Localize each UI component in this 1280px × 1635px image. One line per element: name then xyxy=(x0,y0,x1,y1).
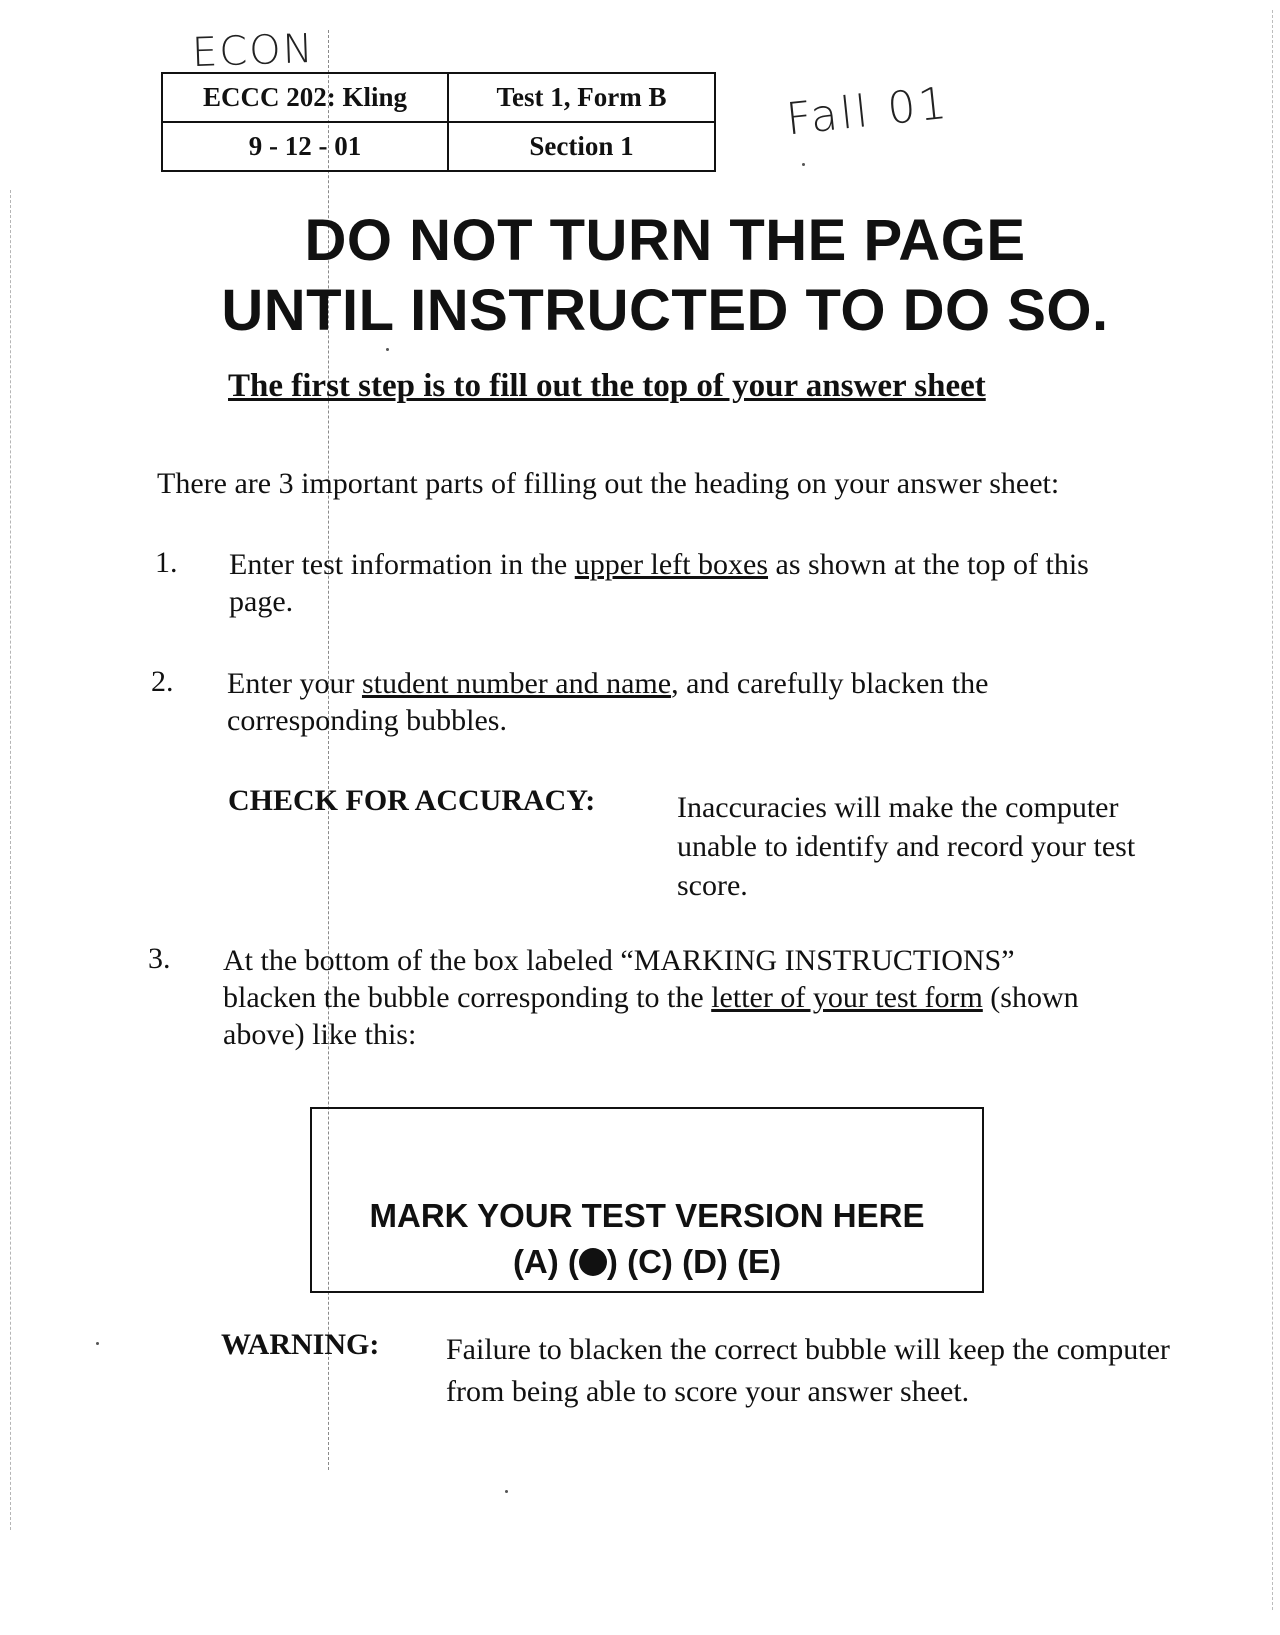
table-row xyxy=(162,122,715,171)
item-text xyxy=(227,665,1087,739)
version-options xyxy=(312,1243,982,1281)
item-text-part: as shown at the top of this page. xyxy=(229,548,1089,618)
item-text-part: At the bottom of the box labeled “MARKING INSTRUCTIONS” blacken the bubble corresponding to the xyxy=(223,944,1015,1014)
date-cell: 9 - 12 - 01 xyxy=(162,122,448,171)
intro-text: There are 3 important parts of filling out the heading on your answer sheet: xyxy=(157,467,1060,500)
scan-speck xyxy=(96,1342,99,1345)
title-line-1: DO NOT TURN THE PAGE xyxy=(304,208,1026,273)
option-b-open: ( xyxy=(567,1243,579,1280)
scan-speck xyxy=(802,163,805,166)
test-info-table xyxy=(161,72,716,172)
option-b xyxy=(568,1243,618,1280)
item-number: 1. xyxy=(155,546,178,579)
item-number: 3. xyxy=(148,942,171,975)
course-cell: ECCC 202: Kling xyxy=(162,73,448,122)
item-number: 2. xyxy=(151,665,174,698)
item-text-part: Enter test information in the xyxy=(229,548,575,581)
option-d: (D) xyxy=(682,1243,728,1280)
page-title xyxy=(0,206,1280,346)
warning-label: WARNING: xyxy=(221,1328,380,1361)
scan-edge-left xyxy=(10,190,11,1530)
filled-bubble-icon xyxy=(579,1248,607,1276)
item-underlined: letter of your test form xyxy=(711,981,983,1014)
test-form-cell: Test 1, Form B xyxy=(448,73,715,122)
table-row xyxy=(162,73,715,122)
mark-version-box xyxy=(310,1107,984,1293)
scan-speck xyxy=(386,348,389,351)
item-text-part: (shown above) like this: xyxy=(223,981,1079,1051)
option-a: (A) xyxy=(512,1243,559,1280)
check-label: CHECK FOR ACCURACY: xyxy=(228,784,596,817)
option-c: (C) xyxy=(627,1243,673,1280)
warning-text: Failure to blacken the correct bubble will keep the computer from being able to score your answer sheet. xyxy=(446,1333,1170,1408)
option-e: (E) xyxy=(737,1243,782,1280)
option-b-close: ) xyxy=(606,1243,618,1280)
title-line-2: UNTIL INSTRUCTED TO DO SO. xyxy=(221,278,1109,343)
item-underlined: student number and name xyxy=(361,667,672,700)
section-cell: Section 1 xyxy=(448,122,715,171)
step-heading: The first step is to fill out the top of your answer sheet xyxy=(228,368,986,404)
check-text: Inaccuracies will make the computer unable to identify and record your test score. xyxy=(677,791,1136,902)
item-text xyxy=(229,546,1149,620)
item-underlined: upper left boxes xyxy=(574,548,769,581)
handwritten-subject: ECON xyxy=(191,25,316,77)
mark-box-title: MARK YOUR TEST VERSION HERE xyxy=(369,1197,925,1234)
handwritten-term: Fall 01 xyxy=(783,77,952,146)
item-text-part: , and carefully blacken the corresponding bubbles. xyxy=(227,667,989,737)
scan-speck xyxy=(505,1490,508,1493)
item-text-part: Enter your xyxy=(227,667,362,700)
item-text xyxy=(223,942,1103,1053)
